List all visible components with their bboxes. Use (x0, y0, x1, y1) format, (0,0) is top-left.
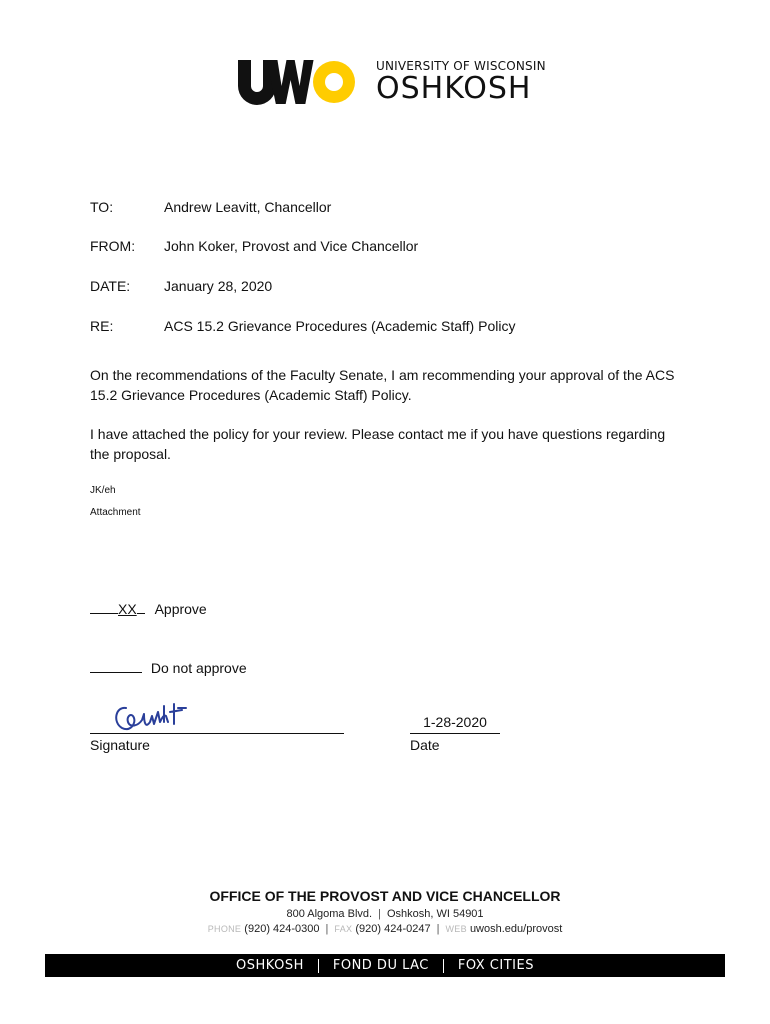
paragraph-1-line-1: On the recommendations of the Faculty Senate, I am recommending your approval of the ACS (90, 367, 675, 383)
approve-blank-left (90, 599, 118, 614)
memo-re-label: RE: (90, 318, 114, 334)
date-line (410, 733, 500, 734)
date-label: Date (410, 737, 440, 753)
footer-address (0, 908, 770, 920)
footer-divider: | (325, 923, 329, 935)
footer-divider: | (436, 923, 440, 935)
approve-blank-right (137, 599, 145, 614)
attachment-note: Attachment (90, 507, 141, 518)
fax-label: FAX (334, 924, 353, 934)
footer-divider: | (378, 908, 381, 920)
uwo-logo-mark (236, 58, 358, 106)
approve-option (90, 599, 207, 617)
memo-from-value: John Koker, Provost and Vice Chancellor (164, 238, 419, 254)
logo-university-line: UNIVERSITY OF WISCONSIN (376, 59, 546, 73)
memo-re-row (90, 318, 515, 334)
web-address: uwosh.edu/provost (469, 923, 563, 935)
campus-oshkosh: OSHKOSH (236, 958, 304, 973)
web-label: WEB (445, 924, 467, 934)
signature-date-value: 1-28-2020 (423, 714, 487, 730)
not-approve-blank (90, 658, 142, 673)
memo-to-value: Andrew Leavitt, Chancellor (164, 199, 332, 215)
approve-label: Approve (154, 601, 207, 617)
campus-divider (318, 959, 319, 973)
paragraph-2-line-1: I have attached the policy for your review. Please contact me if you have questions regarding (90, 426, 666, 442)
footer-city: Oshkosh, WI 54901 (386, 908, 484, 920)
fax-number: (920) 424-0247 (355, 923, 431, 935)
phone-number: (920) 424-0300 (244, 923, 320, 935)
body-paragraph-1 (90, 366, 680, 405)
memo-from-label: FROM: (90, 238, 136, 254)
paragraph-1-line-2: 15.2 Grievance Procedures (Academic Staff) Policy. (90, 386, 412, 403)
phone-label: PHONE (207, 924, 242, 934)
university-logo (236, 58, 546, 106)
memo-re-value: ACS 15.2 Grievance Procedures (Academic Staff) Policy (164, 318, 516, 334)
campus-fox-cities: FOX CITIES (457, 958, 534, 973)
footer-contact (0, 923, 770, 935)
signature-label: Signature (90, 737, 150, 753)
memo-from-row (90, 238, 418, 254)
paragraph-2-line-2: the proposal. (90, 445, 171, 462)
logo-campus-line: OSHKOSH (376, 71, 532, 106)
footer-office-title: OFFICE OF THE PROVOST AND VICE CHANCELLOR (209, 888, 561, 904)
memo-to-label: TO: (90, 199, 114, 215)
not-approve-option (90, 658, 247, 676)
campus-divider (443, 959, 444, 973)
memo-date-value: January 28, 2020 (164, 278, 273, 294)
memo-to-row (90, 199, 331, 215)
not-approve-label: Do not approve (150, 660, 247, 676)
memo-date-label: DATE: (90, 278, 131, 294)
footer-street: 800 Algoma Blvd. (286, 908, 373, 920)
memo-date-row (90, 278, 272, 294)
typist-initials: JK/eh (90, 485, 116, 496)
campus-bar (45, 954, 725, 977)
signature-line (90, 733, 344, 734)
body-paragraph-2 (90, 425, 680, 464)
campus-fond-du-lac: FOND DU LAC (332, 958, 429, 973)
approve-mark: XX (118, 601, 137, 617)
handwritten-signature (112, 700, 188, 734)
